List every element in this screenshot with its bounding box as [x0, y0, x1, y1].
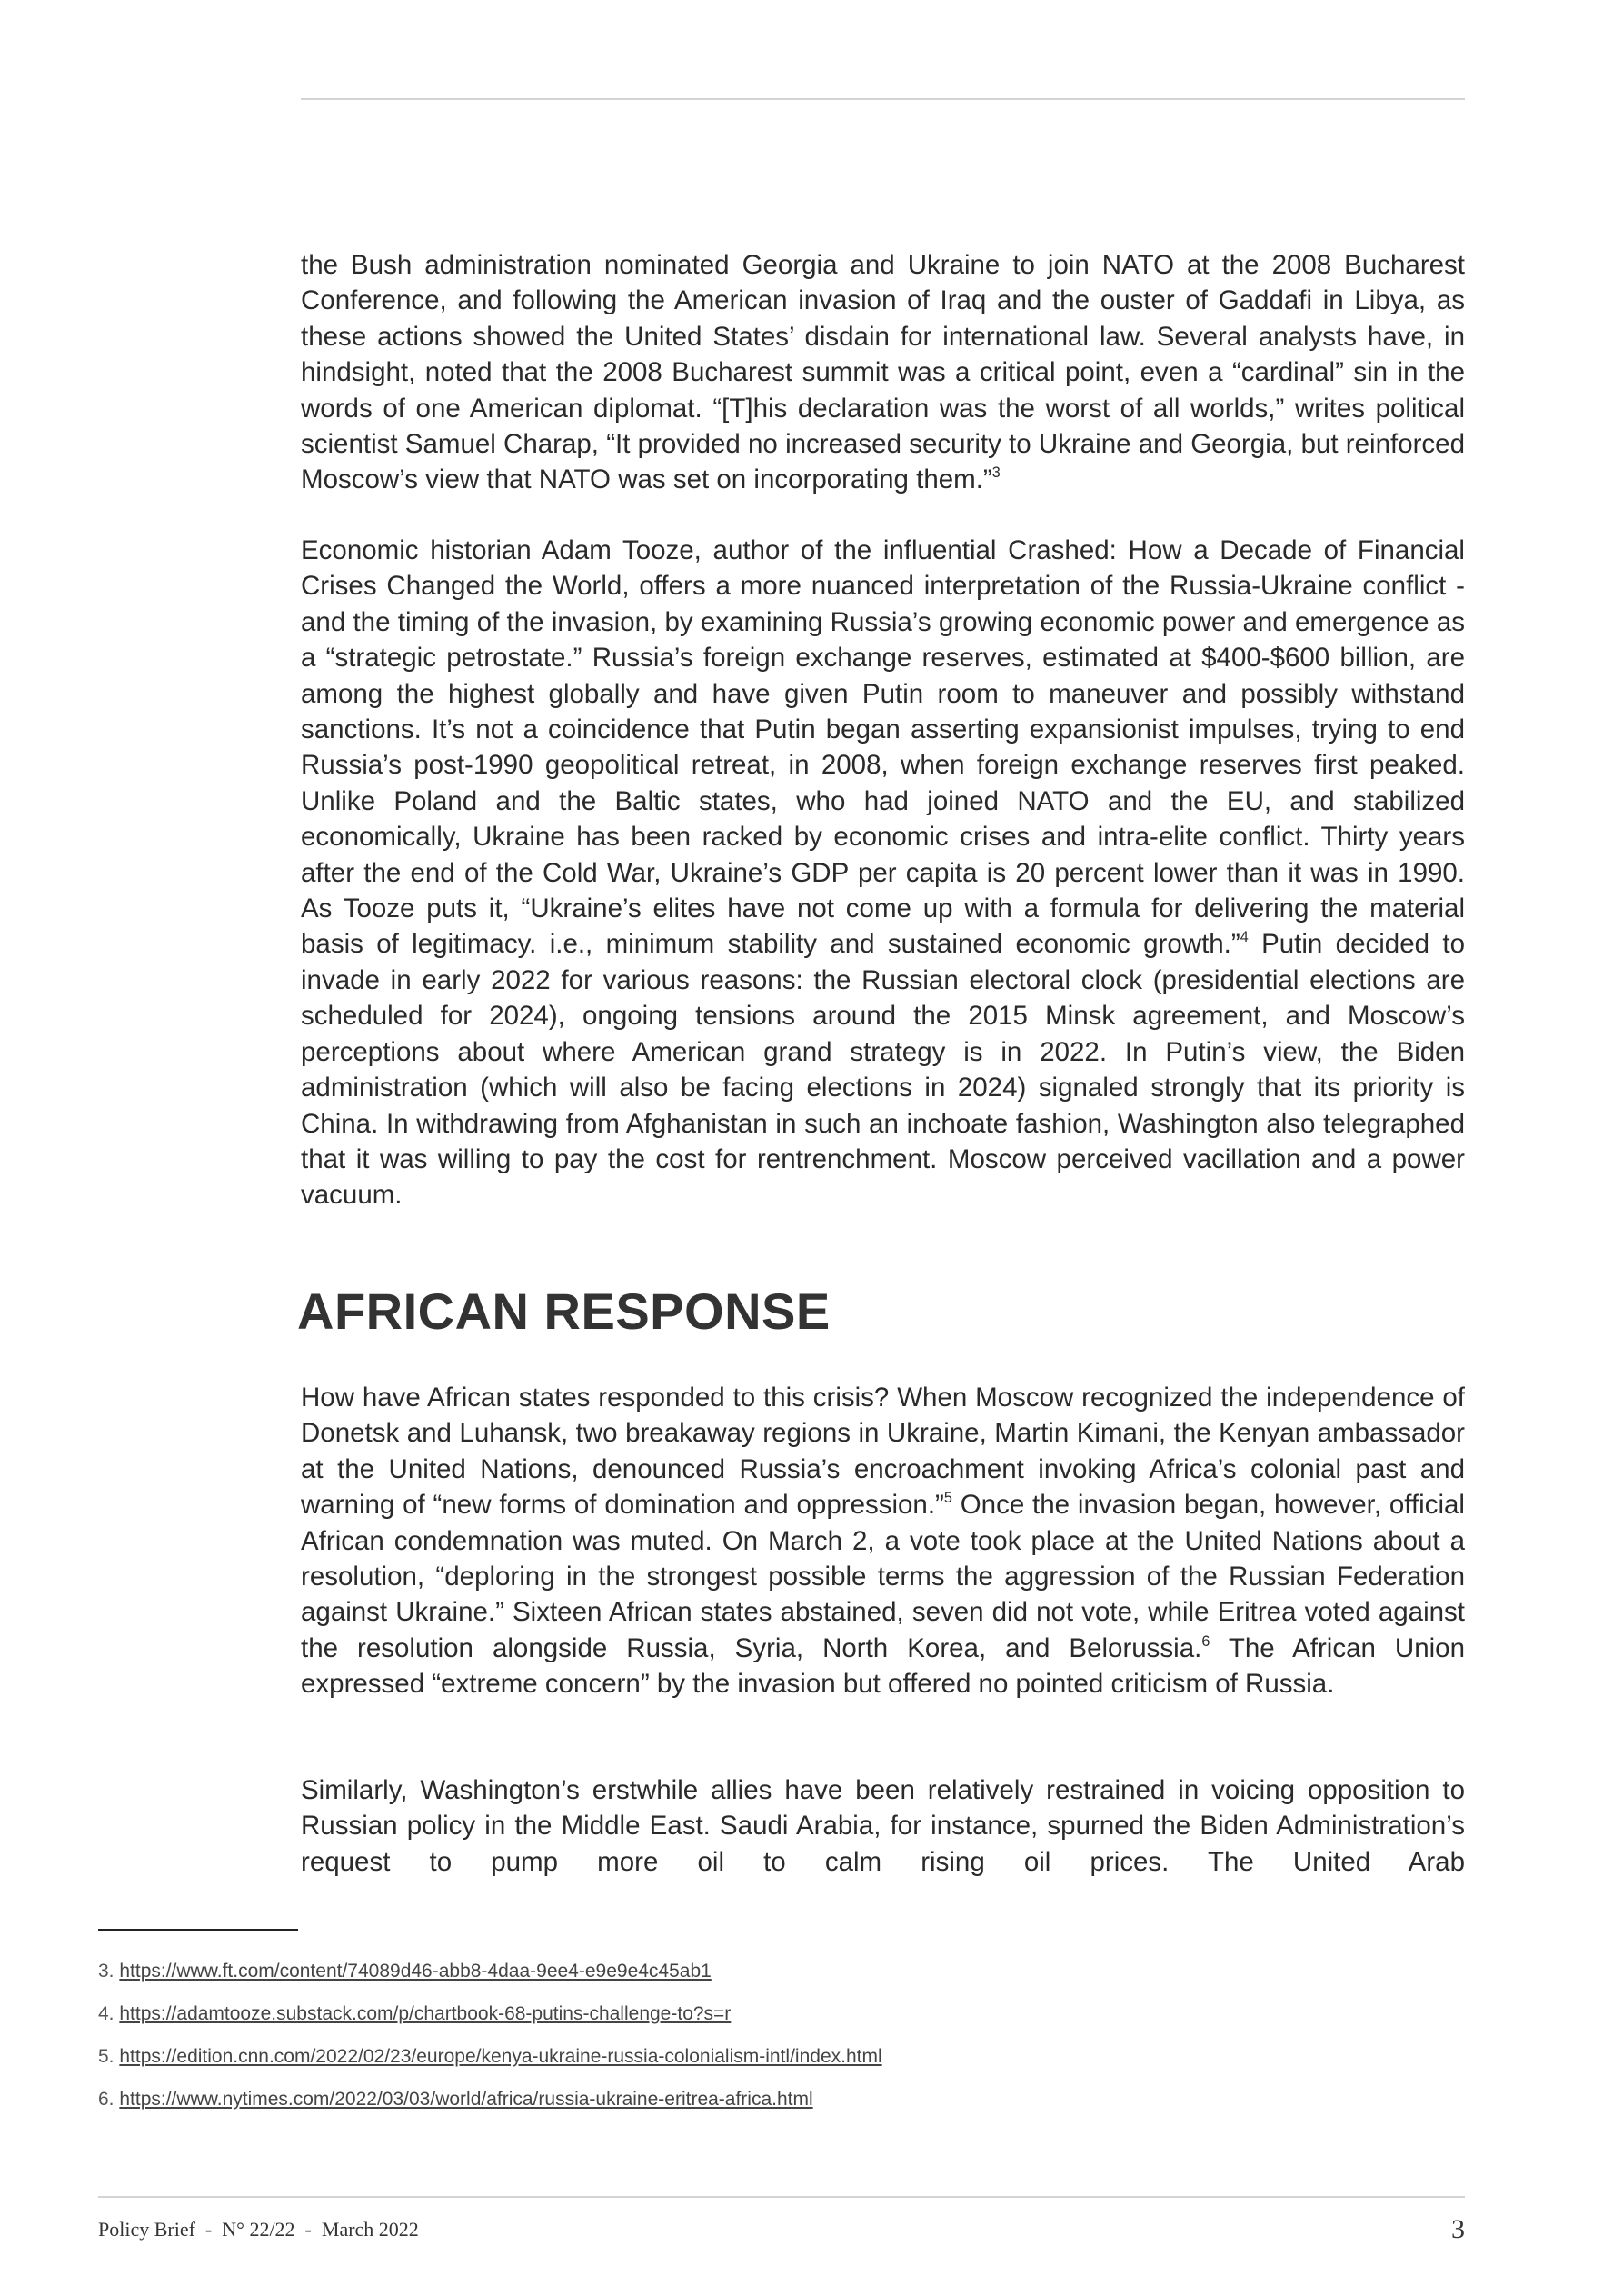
paragraph-african-states — [301, 1380, 1465, 1702]
footnote-ref: 6 — [1201, 1632, 1210, 1650]
footnote-number: 3. — [98, 1961, 115, 1982]
footnote-rule — [98, 1929, 298, 1931]
footnote-number: 5. — [98, 2046, 115, 2067]
footnote-item — [98, 2087, 1461, 2130]
paragraph-text: Once the invasion began, however, official African condemnation was muted. On March 2, a vote took place at the United Nations about a resolution, “deploring in the strongest possible terms the aggression of the Russian Federation against Ukraine.” Sixteen African states abstained, seven did not vote, while Eritrea voted against the resolution alongside Russia, Syria, North Korea, and Belorussia. — [301, 1490, 1465, 1663]
page-number: 3 — [1451, 2214, 1465, 2244]
footnote-link[interactable]: https://adamtooze.substack.com/p/chartbook-68-putins-challenge-to?s=r — [119, 2003, 732, 2024]
footnote-list — [98, 1959, 1461, 2130]
section-heading: AFRICAN RESPONSE — [297, 1283, 831, 1340]
footnote-item — [98, 2002, 1461, 2044]
paragraph-text: Economic historian Adam Tooze, author of the influential Crashed: How a Decade of Financial Crises Changed the World, offers a more nuanced interpretation of the Russia-Ukraine conflict - and the timing of the invasion, by examining Russia’s growing economic power and emergence as a “strategic petrostate.” Russia’s foreign exchange reserves, estimated at $400-$600 billion, are among the highest globally and have given Putin room to maneuver and possibly withstand sanctions. It’s not a coincidence that Putin began asserting expansionist impulses, trying to end Russia’s post-1990 geopolitical retreat, in 2008, when foreign exchange reserves first peaked. Unlike Poland and the Baltic states, who had joined NATO and the EU, and stabilized economically, Ukraine has been racked by economic crises and intra-elite conflict. Thirty years after the end of the Cold War, Ukraine’s GDP per capita is 20 percent lower than it was in 1990. As Tooze puts it, “Ukraine’s elites have not come up with a formula for delivering the material basis of legitimacy. i.e., minimum stability and sustained economic growth.” — [301, 535, 1465, 960]
paragraph-text: Putin decided to invade in early 2022 for various reasons: the Russian electoral clock (presidential elections are scheduled for 2024), ongoing tensions around the 2015 Minsk agreement, and Moscow’s perceptions about where American grand strategy is in 2022. In Putin’s view, the Biden administration (which will also be facing elections in 2024) signaled strongly that its priority is China. In withdrawing from Afghanistan in such an inchoate fashion, Washington also telegraphed that it was willing to pay the cost for rentrenchment. Moscow perceived vacillation and a power vacuum. — [301, 929, 1465, 1211]
footnote-number: 6. — [98, 2089, 115, 2110]
footnote-item — [98, 1959, 1461, 2002]
footnote-link[interactable]: https://www.ft.com/content/74089d46-abb8-4daa-9ee4-e9e9e4c45ab1 — [119, 1961, 712, 1982]
paragraph-text: Similarly, Washington’s erstwhile allies have been relatively restrained in voicing opposition to Russian policy in the Middle East. Saudi Arabia, for instance, spurned the Biden Administration’s request to pump more oil to calm rising oil prices. The United Arab — [301, 1775, 1465, 1877]
footnote-link[interactable]: https://edition.cnn.com/2022/02/23/europe/kenya-ukraine-russia-colonialism-intl/index.html — [119, 2046, 882, 2067]
footnote-number: 4. — [98, 2003, 115, 2024]
paragraph-middle-east — [301, 1772, 1465, 1880]
paragraph-tooze — [301, 533, 1465, 1213]
footer-publication-info: Policy Brief - N° 22/22 - March 2022 — [98, 2218, 419, 2241]
footnote-ref: 3 — [991, 464, 1001, 482]
footnote-link[interactable]: https://www.nytimes.com/2022/03/03/world/africa/russia-ukraine-eritrea-africa.html — [119, 2089, 813, 2110]
footer-rule — [98, 2196, 1465, 2198]
paragraph-text: the Bush administration nominated Georgia and Ukraine to join NATO at the 2008 Bucharest Conference, and following the American invasion of Iraq and the ouster of Gaddafi in Libya, as these actions showed the United States’ disdain for international law. Several analysts have, in hindsight, noted that the 2008 Bucharest summit was a critical point, even a “cardinal” sin in the words of one American diplomat. “[T]his declaration was the worst of all worlds,” writes political scientist Samuel Charap, “It provided no increased security to Ukraine and Georgia, but reinforced Moscow’s view that NATO was set on incorporating them.” — [301, 250, 1465, 495]
paragraph-bucharest — [301, 247, 1465, 498]
header-rule — [301, 98, 1465, 100]
paragraph-text: The African Union expressed “extreme concern” by the invasion but offered no pointed criticism of Russia. — [301, 1632, 1465, 1700]
footnote-ref: 4 — [1240, 929, 1249, 946]
footnote-item — [98, 2044, 1461, 2087]
paragraph-text: How have African states responded to this crisis? When Moscow recognized the independence of Donetsk and Luhansk, two breakaway regions in Ukraine, Martin Kimani, the Kenyan ambassador at the United Nations, denounced Russia’s encroachment invoking Africa’s colonial past and warning of “new forms of domination and oppression.” — [301, 1383, 1465, 1521]
footnote-ref: 5 — [943, 1490, 952, 1507]
